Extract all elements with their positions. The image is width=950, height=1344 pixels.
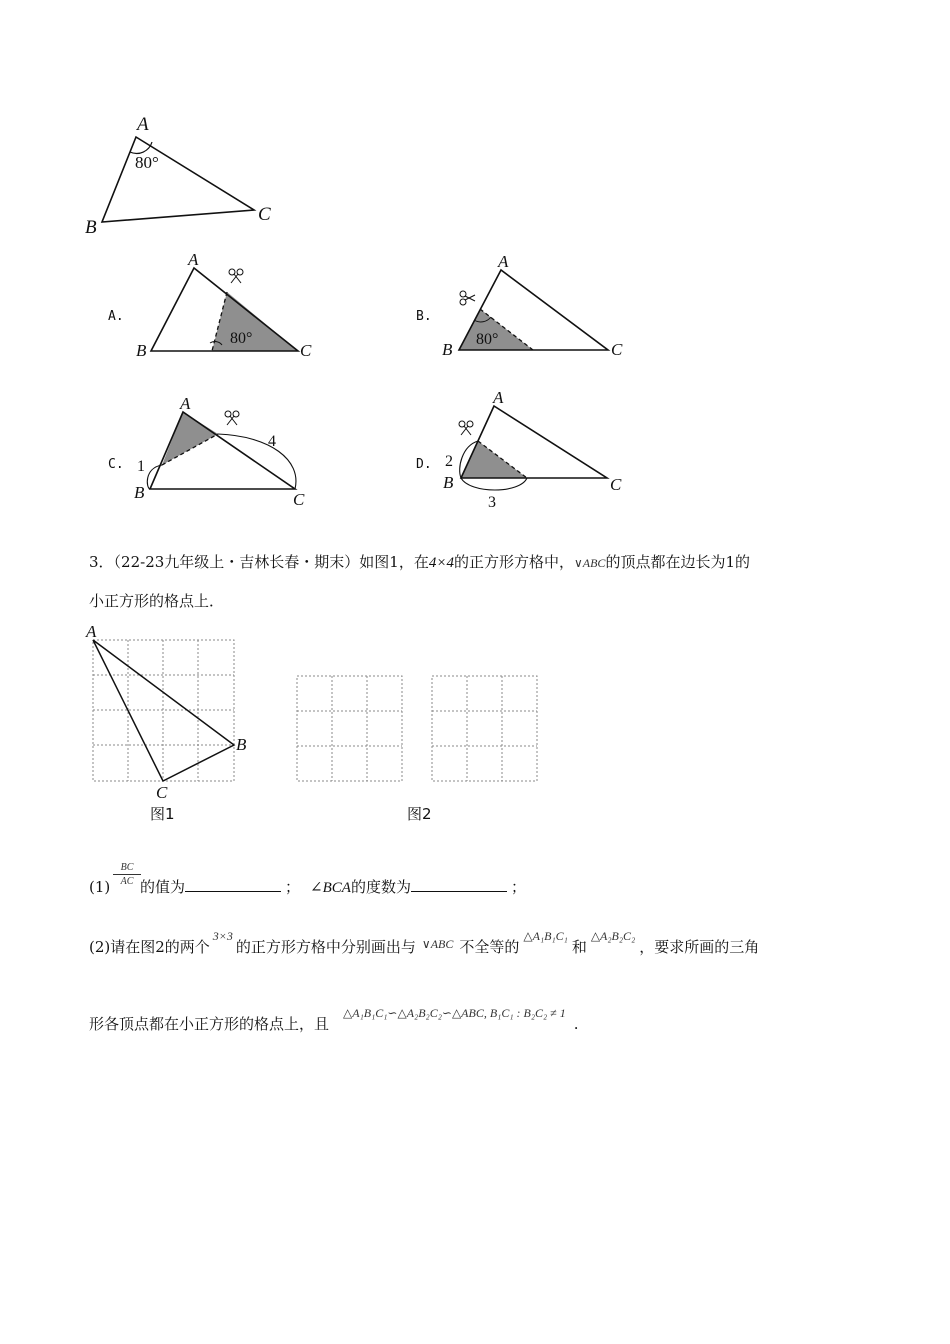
option-a-letter: A. [108, 309, 124, 324]
angle-80-label: 80° [476, 331, 499, 348]
intro-text: 的顶点都在边长为1的 [605, 553, 750, 571]
triangle-symbol: ∨ABC [421, 937, 454, 951]
grid-size: 4×4 [428, 555, 454, 571]
vertex-B-label: B [136, 341, 147, 360]
end-mark: ； [510, 878, 526, 896]
part-2-text: 形各顶点都在小正方形的格点上，且 [89, 1015, 330, 1033]
part-1-text: 的度数为 [350, 878, 411, 896]
question-number: 3． [89, 553, 114, 571]
answer-blank-ratio[interactable] [185, 877, 281, 892]
vertex-B-label: B [442, 340, 453, 359]
intro-text: 如图1，在 [359, 553, 429, 571]
part-2-text: ，要求所画的三角 [639, 938, 760, 956]
figure-2-grid-left[interactable] [297, 676, 402, 781]
option-d-figure[interactable] [416, 388, 622, 511]
vertex-B-label: B [236, 735, 247, 754]
triangle-symbol: ∨ABC [573, 556, 606, 570]
vertex-C-label: C [300, 341, 312, 360]
part-2-label: (2)请在图2的两个 [89, 938, 210, 956]
angle-80-label: 80° [230, 330, 253, 347]
vertex-A-label: A [137, 114, 149, 135]
option-c-figure[interactable] [108, 394, 305, 509]
option-b-letter: B. [416, 309, 432, 324]
part-1-line [140, 877, 526, 898]
similarity-condition: △A₁B₁C₁∽△A₂B₂C₂∽△ABC, B₁C₁ : B₂C₂ ≠ 1 [343, 1006, 566, 1020]
figure-2-caption: 图2 [407, 805, 432, 823]
intro-text: 的正方形方格中， [453, 553, 574, 571]
question-3-line-1 [89, 552, 750, 573]
question-source: （22-23九年级上・吉林长春・期末） [113, 553, 360, 571]
scissors-icon [229, 269, 243, 283]
vertex-A-label: A [86, 622, 97, 641]
vertex-B-label: B [134, 483, 145, 502]
option-d-letter: D. [416, 457, 432, 472]
end-mark: . [573, 1015, 579, 1033]
vertex-B-label: B [443, 473, 454, 492]
vertex-A-label: A [493, 388, 504, 407]
side-length-1-label: 1 [137, 458, 145, 475]
part-1-label: (1) [89, 878, 111, 896]
angle-bca: ∠BCA [310, 880, 351, 896]
vertex-A-label: A [188, 250, 199, 269]
side-length-4-label: 4 [268, 433, 276, 450]
part-2-text: 不全等的 [459, 938, 520, 956]
vertex-C-label: C [293, 490, 305, 509]
question-3-line-2: 小正方形的格点上． [89, 592, 225, 610]
vertex-C-label: C [156, 783, 168, 802]
vertex-A-label: A [498, 252, 509, 271]
option-a-figure[interactable] [108, 250, 312, 360]
scissors-icon [460, 291, 475, 305]
grid-3x3: 3×3 [212, 929, 233, 943]
shaded-cut-piece [461, 441, 527, 478]
vertex-C-label: C [610, 475, 622, 494]
vertex-B-label: B [85, 217, 97, 238]
option-b-figure[interactable] [416, 252, 623, 359]
figure-1-caption: 图1 [150, 805, 175, 823]
triangle-a2b2c2: △A₂B₂C₂ [590, 929, 636, 943]
fraction-numerator: BC [120, 862, 134, 873]
answer-blank-angle[interactable] [411, 877, 507, 892]
and-text: 和 [571, 938, 587, 956]
side-length-3-label: 3 [488, 494, 496, 511]
main-triangle [85, 114, 271, 238]
vertex-C-label: C [258, 204, 271, 225]
figure-1-grid [85, 622, 247, 802]
shaded-cut-piece [162, 412, 218, 465]
part-1-text: 的值为 [140, 878, 186, 896]
fraction-bc-over-ac [113, 862, 141, 887]
part-2-text: 的正方形方格中分别画出与 [235, 938, 416, 956]
separator: ； [285, 878, 301, 896]
side-length-2-label: 2 [445, 453, 453, 470]
vertex-C-label: C [611, 340, 623, 359]
vertex-A-label: A [180, 394, 191, 413]
scissors-icon [459, 421, 473, 435]
triangle-a1b1c1: △A₁B₁C₁ [523, 929, 568, 943]
fraction-denominator: AC [120, 876, 134, 887]
option-c-letter: C. [108, 457, 124, 472]
figure-2-grid-right[interactable] [432, 676, 537, 781]
scissors-icon [225, 411, 239, 425]
angle-80-label: 80° [135, 153, 159, 172]
